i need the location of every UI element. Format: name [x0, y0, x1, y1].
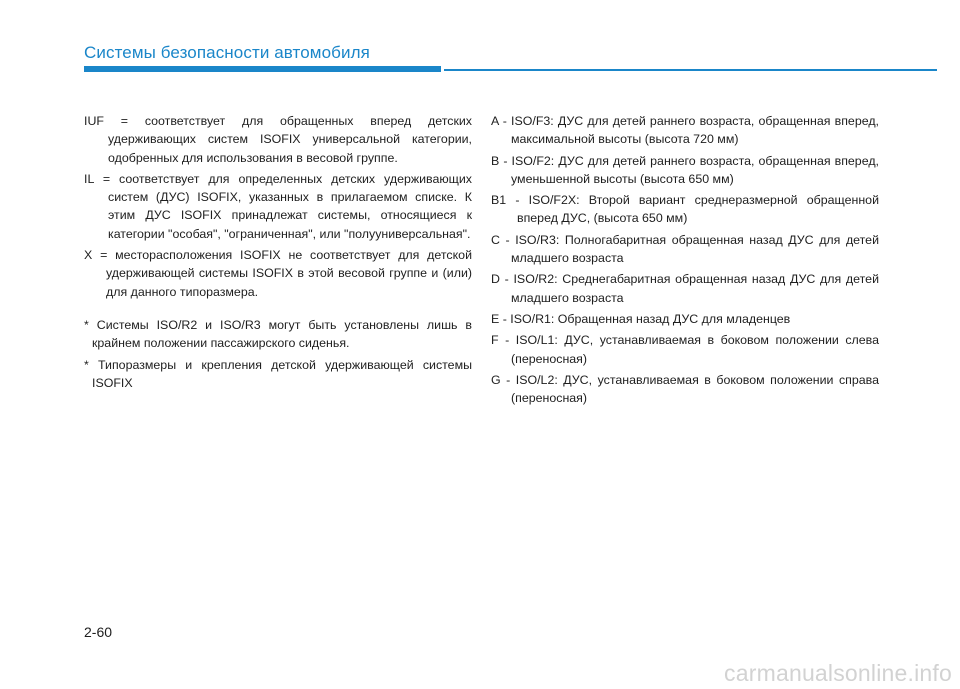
size-item-f: F - ISO/L1: ДУС, устанавливаемая в боковом положении слева (переносная) — [491, 333, 879, 366]
definition-x: X = месторасположения ISOFIX не соответствует для детской удерживающей системы ISOFIX в этой весовой группе и (или) для данного типоразмера. — [84, 248, 472, 299]
size-item-a: A - ISO/F3: ДУС для детей раннего возраста, обращенная вперед, максимальной высоты (высота 720 мм) — [491, 114, 879, 147]
note-item: * Системы ISO/R2 и ISO/R3 могут быть установлены лишь в крайнем положении пассажирского сиденья. — [84, 317, 472, 351]
right-column — [491, 112, 879, 410]
header-rule-thin — [444, 69, 937, 71]
size-item-b1: B1 - ISO/F2X: Второй вариант среднеразмерной обращенной вперед ДУС, (высота 650 мм) — [491, 193, 879, 226]
size-item-d: D - ISO/R2: Среднегабаритная обращенная назад ДУС для детей младшего возраста — [491, 272, 879, 305]
definition-il: IL = соответствует для определенных детских удерживающих систем (ДУС) ISOFIX, указанных в прилагаемом списке. К этим ДУС ISOFIX принадлежат системы, относящиеся к категории "особая", "ограниченная", или "полууниверсальная". — [84, 171, 472, 241]
header-rule-thick — [84, 66, 441, 72]
page-number: 2-60 — [84, 624, 113, 640]
size-item-e: E - ISO/R1: Обращенная назад ДУС для младенцев — [491, 311, 791, 326]
size-item-g: G - ISO/L2: ДУС, устанавливаемая в боковом положении справа (переносная) — [491, 372, 879, 406]
definition-iuf: IUF = соответствует для обращенных вперед детских удерживающих систем ISOFIX универсальной категории, одобренных для использования в весовой группе. — [84, 114, 472, 165]
note-item: * Типоразмеры и крепления детской удерживающей системы ISOFIX — [84, 357, 472, 390]
left-column — [84, 112, 472, 395]
size-item-b: B - ISO/F2: ДУС для детей раннего возраста, обращенная вперед, уменьшенной высоты (высота 650 мм) — [491, 153, 879, 186]
section-title: Системы безопасности автомобиля — [84, 43, 370, 62]
size-item-c: C - ISO/R3: Полногабаритная обращенная назад ДУС для детей младшего возраста — [491, 232, 879, 266]
watermark: carmanualsonline.info — [724, 660, 952, 686]
notes-list — [84, 316, 472, 392]
